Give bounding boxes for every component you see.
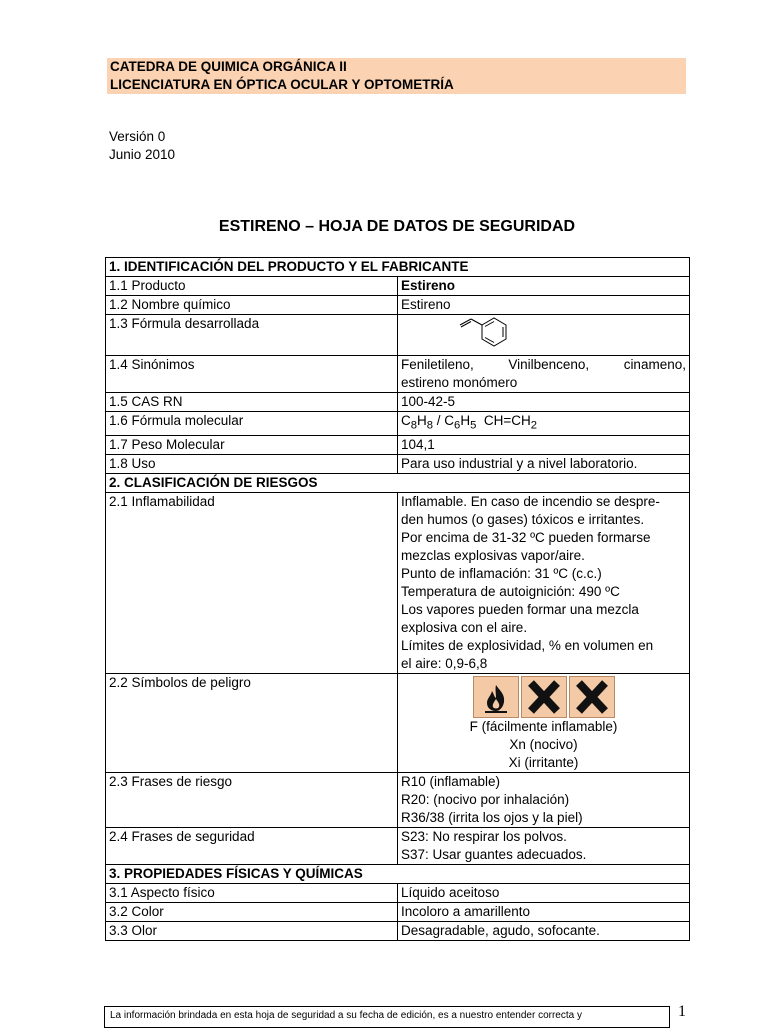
styrene-structure-icon [456, 315, 546, 355]
text-line: mezclas explosivas vapor/aire. [401, 547, 585, 563]
document-title: ESTIRENO – HOJA DE DATOS DE SEGURIDAD [218, 218, 576, 235]
section-row-risks [106, 473, 690, 492]
structural-formula-cell [398, 315, 690, 356]
row-value: Estireno [398, 277, 690, 296]
text-line: Por encima de 31-32 ºC pueden formarse [401, 529, 651, 545]
risk-phrases [398, 772, 690, 827]
row-value: Líquido aceitoso [398, 883, 690, 902]
table-row [106, 883, 690, 902]
symbol-label: F (fácilmente inflamable) [469, 718, 618, 734]
text-line: den humos (o gases) tóxicos e irritantes. [401, 511, 645, 527]
synonyms-line-2: estireno monómero [401, 375, 518, 390]
section-heading: 2. CLASIFICACIÓN DE RIESGOS [106, 473, 690, 492]
table-row [106, 673, 690, 772]
text-line: Límites de explosividad, % en volumen en [401, 637, 654, 653]
safety-phrases [398, 827, 690, 864]
row-label: 1.5 CAS RN [106, 393, 398, 412]
section-heading: 3. PROPIEDADES FÍSICAS Y QUÍMICAS [106, 864, 690, 883]
table-row [106, 412, 690, 436]
text-line: Punto de inflamación: 31 ºC (c.c.) [401, 565, 602, 581]
row-value: Incoloro a amarillento [398, 902, 690, 921]
row-value: Estireno [398, 296, 690, 315]
table-row [106, 772, 690, 827]
text-line: R10 (inflamable) [401, 773, 501, 789]
text-line: Temperatura de autoignición: 490 ºC [401, 583, 620, 599]
version-block [109, 128, 175, 164]
row-value: Para uso industrial y a nivel laboratorio. [398, 454, 690, 473]
text-line: R36/38 (irrita los ojos y la piel) [401, 809, 583, 825]
synonyms-line-1 [401, 356, 686, 374]
section-row-properties [106, 864, 690, 883]
hazard-pictograms [401, 674, 686, 718]
table-row [106, 492, 690, 673]
symbol-label: Xi (irritante) [508, 754, 579, 770]
row-label: 2.2 Símbolos de peligro [106, 673, 398, 772]
row-label: 3.1 Aspecto físico [106, 883, 398, 902]
row-label: 1.3 Fórmula desarrollada [106, 315, 398, 356]
hazard-symbols-cell [398, 673, 690, 772]
flammability-text [398, 492, 690, 673]
course-header [107, 58, 686, 94]
table-row [106, 435, 690, 454]
text-line: S37: Usar guantes adecuados. [401, 846, 587, 862]
course-header-line-2: LICENCIATURA EN ÓPTICA OCULAR Y OPTOMETRÍA [110, 77, 454, 92]
molecular-formula: $C_8H_8 / C_6H_5$ $CH=CH_2$ [398, 412, 690, 436]
synonym-word: cinameno, [623, 357, 686, 372]
row-label: 1.8 Uso [106, 454, 398, 473]
table-row [106, 356, 690, 393]
text-line: S23: No respirar los polvos. [401, 828, 567, 844]
version-label: Versión 0 [109, 129, 166, 144]
table-row [106, 902, 690, 921]
flame-icon [473, 676, 519, 718]
row-label: 3.2 Color [106, 902, 398, 921]
row-value: 100-42-5 [398, 393, 690, 412]
symbol-label: Xn (nocivo) [509, 736, 578, 752]
course-header-line-1: CATEDRA DE QUIMICA ORGÁNICA II [110, 59, 347, 74]
cross-icon [569, 676, 615, 718]
cross-icon [521, 676, 567, 718]
footer-disclaimer: La información brindada en esta hoja de seguridad a su fecha de edición, es a nuestro entender correcta y [104, 1006, 670, 1028]
row-label: 2.1 Inflamabilidad [106, 492, 398, 673]
row-label: 3.3 Olor [106, 921, 398, 940]
section-heading: 1. IDENTIFICACIÓN DEL PRODUCTO Y EL FABRICANTE [106, 258, 690, 277]
table-row [106, 921, 690, 940]
table-row [106, 277, 690, 296]
text-line: Inflamable. En caso de incendio se despre- [401, 493, 660, 509]
safety-data-table [105, 257, 690, 941]
table-row [106, 827, 690, 864]
text-line: el aire: 0,9-6,8 [401, 655, 488, 671]
row-label: 1.7 Peso Molecular [106, 435, 398, 454]
row-label: 1.4 Sinónimos [106, 356, 398, 393]
page-number: 1 [678, 1003, 686, 1020]
row-value: 104,1 [398, 435, 690, 454]
row-label: 1.2 Nombre químico [106, 296, 398, 315]
synonym-word: Feniletileno, [401, 357, 474, 372]
table-row [106, 454, 690, 473]
section-row-identification [106, 258, 690, 277]
table-row [106, 315, 690, 356]
row-value: Desagradable, agudo, sofocante. [398, 921, 690, 940]
table-row [106, 393, 690, 412]
version-date: Junio 2010 [109, 147, 176, 162]
row-label: 1.6 Fórmula molecular [106, 412, 398, 436]
synonym-word: Vinilbenceno, [508, 357, 590, 372]
row-label: 1.1 Producto [106, 277, 398, 296]
table-row [106, 296, 690, 315]
row-label: 2.3 Frases de riesgo [106, 772, 398, 827]
text-line: explosiva con el aire. [401, 619, 528, 635]
row-label: 2.4 Frases de seguridad [106, 827, 398, 864]
row-value [398, 356, 690, 393]
text-line: R20: (nocivo por inhalación) [401, 791, 570, 807]
text-line: Los vapores pueden formar una mezcla [401, 601, 639, 617]
